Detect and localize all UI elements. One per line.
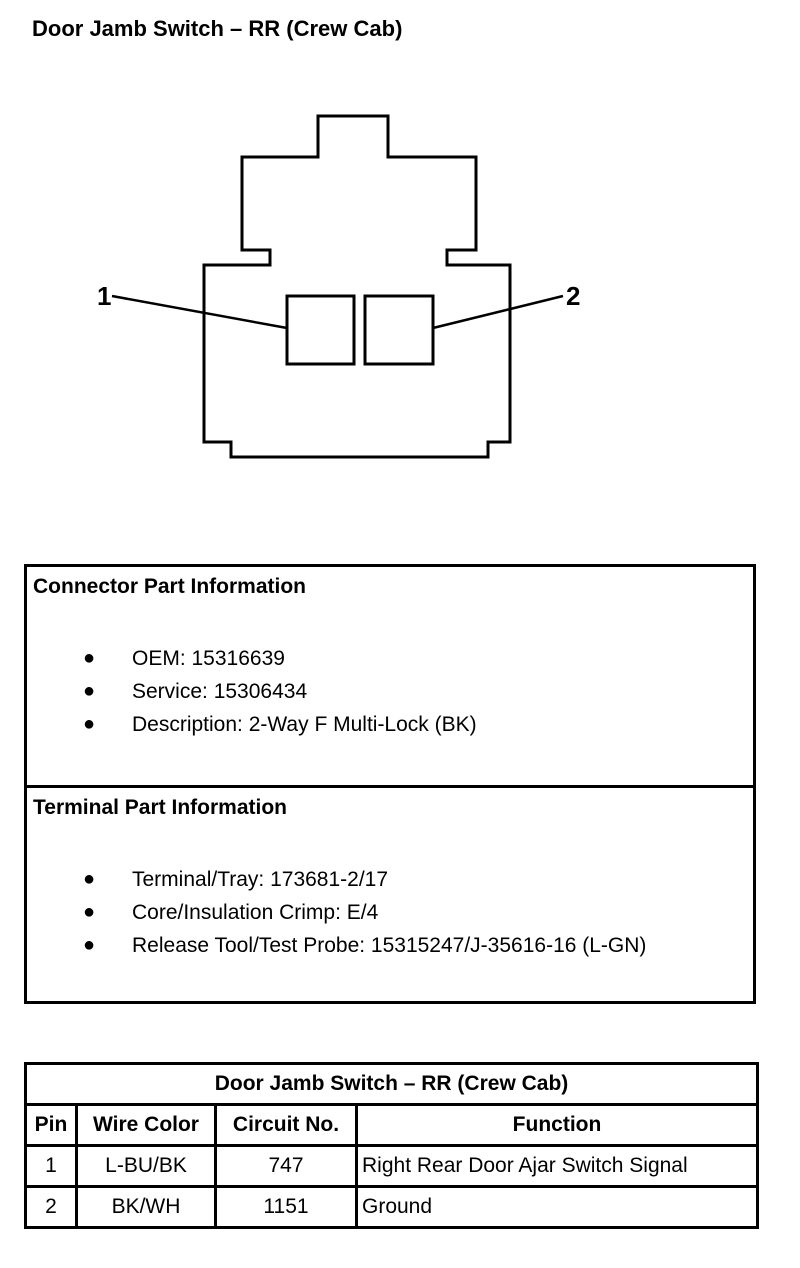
table-row [26, 1187, 758, 1228]
table-caption-row [26, 1064, 758, 1105]
connector-part-info [27, 567, 753, 788]
terminal-cavity-1 [287, 296, 354, 364]
part-information-box [24, 564, 756, 1004]
bullet-icon: ● [83, 934, 96, 956]
pin-label-1: 1 [97, 281, 112, 311]
table-caption: Door Jamb Switch – RR (Crew Cab) [26, 1064, 758, 1105]
connector-diagram [0, 0, 800, 520]
pin-function-table [24, 1062, 759, 1229]
cell-function: Right Rear Door Ajar Switch Signal [357, 1146, 758, 1187]
page-title: Door Jamb Switch – RR (Crew Cab) [32, 16, 403, 41]
cell-circuit-no: 1151 [216, 1187, 357, 1228]
terminal-part-info-heading: Terminal Part Information [33, 796, 287, 819]
pin-2-leader-line [433, 296, 563, 328]
cell-function: Ground [357, 1187, 758, 1228]
bullet-icon: ● [83, 868, 96, 890]
column-header-circuit-no: Circuit No. [216, 1105, 357, 1146]
terminal-cavity-2 [365, 296, 433, 364]
terminal-crimp: Core/Insulation Crimp: E/4 [132, 901, 379, 924]
terminal-release-tool: Release Tool/Test Probe: 15315247/J-35616-16 (L-GN) [132, 934, 647, 957]
pin-label-2: 2 [566, 281, 581, 311]
cell-pin: 1 [26, 1146, 77, 1187]
cell-circuit-no: 747 [216, 1146, 357, 1187]
terminal-tray: Terminal/Tray: 173681-2/17 [132, 868, 389, 891]
column-header-pin: Pin [26, 1105, 77, 1146]
bullet-icon: ● [83, 680, 96, 702]
column-header-function: Function [357, 1105, 758, 1146]
table-header-row [26, 1105, 758, 1146]
pin-1-leader-line [112, 296, 287, 328]
table-row [26, 1146, 758, 1187]
connector-housing-outline [204, 116, 510, 457]
connector-oem: OEM: 15316639 [132, 647, 285, 670]
bullet-icon: ● [83, 647, 96, 669]
column-header-wire-color: Wire Color [77, 1105, 216, 1146]
terminal-part-info [27, 788, 753, 1004]
cell-wire-color: BK/WH [77, 1187, 216, 1228]
connector-description: Description: 2-Way F Multi-Lock (BK) [132, 713, 477, 736]
bullet-icon: ● [83, 713, 96, 735]
cell-wire-color: L-BU/BK [77, 1146, 216, 1187]
connector-part-info-heading: Connector Part Information [33, 575, 307, 598]
connector-service: Service: 15306434 [132, 680, 308, 703]
bullet-icon: ● [83, 901, 96, 923]
cell-pin: 2 [26, 1187, 77, 1228]
